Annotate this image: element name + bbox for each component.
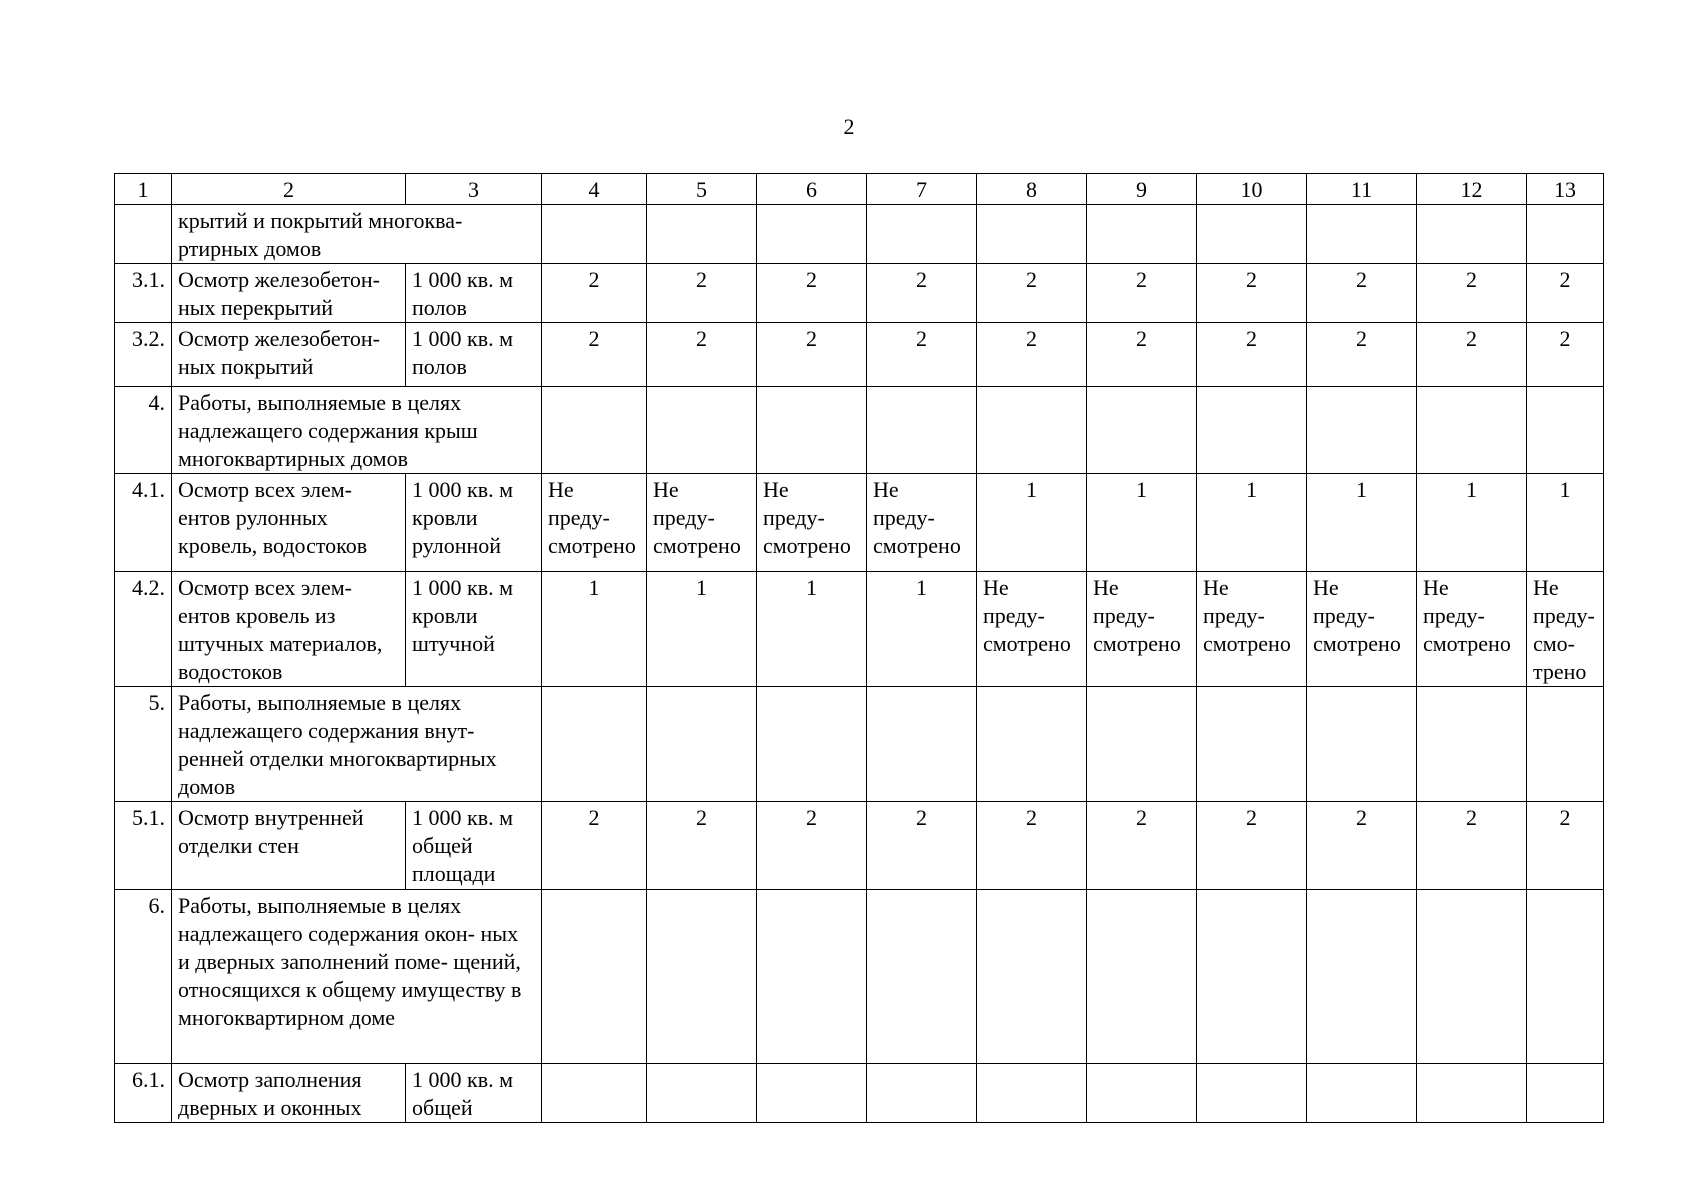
table-row <box>115 1064 1604 1123</box>
frequency-value: 2 <box>867 802 977 890</box>
header-cell: 1 <box>115 174 172 205</box>
frequency-value <box>1197 387 1307 474</box>
frequency-value <box>1527 687 1604 802</box>
table-row <box>115 205 1604 264</box>
table-row <box>115 802 1604 890</box>
row-number: 4. <box>115 387 172 474</box>
frequency-value: Не преду- смотрено <box>757 474 867 572</box>
frequency-value: 2 <box>542 323 647 387</box>
frequency-value: 1 <box>867 572 977 687</box>
frequency-value: 2 <box>757 264 867 323</box>
frequency-value: Не преду- смо- трено <box>1527 572 1604 687</box>
frequency-value: 2 <box>1307 264 1417 323</box>
frequency-value: 1 <box>1197 474 1307 572</box>
work-description: Осмотр всех элем- ентов кровель из штучных материалов, водостоков <box>172 572 406 687</box>
frequency-value <box>647 1064 757 1123</box>
frequency-value <box>757 687 867 802</box>
work-description: крытий и покрытий многоква- ртирных домов <box>172 205 542 264</box>
unit-of-measure: 1 000 кв. м кровли штучной <box>406 572 542 687</box>
frequency-value: Не преду- смотрено <box>1197 572 1307 687</box>
frequency-value <box>647 387 757 474</box>
frequency-value <box>757 205 867 264</box>
frequency-value <box>542 1064 647 1123</box>
row-number <box>115 205 172 264</box>
frequency-value: 1 <box>757 572 867 687</box>
frequency-value: 2 <box>867 323 977 387</box>
frequency-value: 2 <box>867 264 977 323</box>
frequency-value: 1 <box>542 572 647 687</box>
frequency-value: 2 <box>977 323 1087 387</box>
header-cell: 3 <box>406 174 542 205</box>
frequency-value: 1 <box>647 572 757 687</box>
frequency-value: 1 <box>1307 474 1417 572</box>
table-row <box>115 474 1604 572</box>
frequency-value <box>647 205 757 264</box>
frequency-value <box>867 1064 977 1123</box>
frequency-value <box>977 205 1087 264</box>
frequency-value <box>1417 1064 1527 1123</box>
row-number: 6. <box>115 890 172 1064</box>
frequency-value <box>1527 890 1604 1064</box>
frequency-value <box>977 1064 1087 1123</box>
frequency-value <box>1197 687 1307 802</box>
frequency-value <box>542 387 647 474</box>
frequency-value <box>867 890 977 1064</box>
table-row <box>115 890 1604 1064</box>
frequency-value <box>1307 205 1417 264</box>
frequency-value <box>867 205 977 264</box>
frequency-value: 2 <box>757 802 867 890</box>
row-number: 3.1. <box>115 264 172 323</box>
frequency-value <box>542 205 647 264</box>
frequency-value: 2 <box>1197 323 1307 387</box>
row-number: 3.2. <box>115 323 172 387</box>
row-number: 6.1. <box>115 1064 172 1123</box>
frequency-value <box>757 1064 867 1123</box>
header-cell: 9 <box>1087 174 1197 205</box>
frequency-value: 1 <box>977 474 1087 572</box>
work-description: Осмотр заполнения дверных и оконных <box>172 1064 406 1123</box>
header-cell: 2 <box>172 174 406 205</box>
frequency-value: 2 <box>757 323 867 387</box>
frequency-value <box>1417 387 1527 474</box>
frequency-value: 2 <box>1307 802 1417 890</box>
frequency-value <box>1087 687 1197 802</box>
frequency-value: 1 <box>1527 474 1604 572</box>
table-row <box>115 387 1604 474</box>
frequency-value: Не преду- смотрено <box>1307 572 1417 687</box>
frequency-value: 2 <box>542 264 647 323</box>
frequency-value <box>867 687 977 802</box>
frequency-value <box>542 890 647 1064</box>
frequency-value <box>542 687 647 802</box>
frequency-value <box>1527 1064 1604 1123</box>
unit-of-measure: 1 000 кв. м кровли рулонной <box>406 474 542 572</box>
frequency-value <box>1087 890 1197 1064</box>
frequency-value <box>1197 890 1307 1064</box>
header-row <box>115 174 1604 205</box>
frequency-value: 2 <box>1197 802 1307 890</box>
frequency-value <box>1307 890 1417 1064</box>
frequency-value <box>647 687 757 802</box>
frequency-value <box>977 890 1087 1064</box>
frequency-value <box>977 387 1087 474</box>
frequency-value: 2 <box>1527 802 1604 890</box>
frequency-value <box>1527 205 1604 264</box>
work-description: Работы, выполняемые в целях надлежащего содержания внут- ренней отделки многоквартирных домов <box>172 687 542 802</box>
frequency-value <box>1527 387 1604 474</box>
frequency-value: 2 <box>647 323 757 387</box>
frequency-value <box>1087 205 1197 264</box>
page-number: 2 <box>843 114 855 139</box>
frequency-value: 2 <box>1527 323 1604 387</box>
frequency-value <box>1417 890 1527 1064</box>
frequency-value: 2 <box>1417 264 1527 323</box>
frequency-value <box>1307 687 1417 802</box>
table-row <box>115 572 1604 687</box>
frequency-value <box>867 387 977 474</box>
frequency-value: 1 <box>1417 474 1527 572</box>
frequency-value: 2 <box>977 264 1087 323</box>
frequency-value: Не преду- смотрено <box>1087 572 1197 687</box>
frequency-value: 2 <box>1087 323 1197 387</box>
frequency-value: 1 <box>1087 474 1197 572</box>
header-cell: 12 <box>1417 174 1527 205</box>
frequency-value: 2 <box>647 802 757 890</box>
row-number: 5.1. <box>115 802 172 890</box>
row-number: 5. <box>115 687 172 802</box>
work-description: Осмотр всех элем- ентов рулонных кровель, водостоков <box>172 474 406 572</box>
header-cell: 7 <box>867 174 977 205</box>
inspection-table <box>114 173 1604 1123</box>
frequency-value: 2 <box>1087 802 1197 890</box>
frequency-value: Не преду- смотрено <box>1417 572 1527 687</box>
frequency-value <box>1197 205 1307 264</box>
frequency-value <box>1417 205 1527 264</box>
work-description: Осмотр железобетон- ных перекрытий <box>172 264 406 323</box>
frequency-value <box>757 890 867 1064</box>
header-cell: 10 <box>1197 174 1307 205</box>
header-cell: 6 <box>757 174 867 205</box>
table-row <box>115 264 1604 323</box>
frequency-value: Не преду- смотрено <box>647 474 757 572</box>
frequency-value: 2 <box>647 264 757 323</box>
frequency-value <box>1307 1064 1417 1123</box>
work-description: Работы, выполняемые в целях надлежащего содержания окон- ных и дверных заполнений поме- щений, относящихся к общему имуществу в многоквартирном доме <box>172 890 542 1064</box>
frequency-value: 2 <box>1197 264 1307 323</box>
frequency-value: 2 <box>542 802 647 890</box>
table-row <box>115 323 1604 387</box>
row-number: 4.1. <box>115 474 172 572</box>
frequency-value <box>647 890 757 1064</box>
frequency-value <box>1087 1064 1197 1123</box>
header-cell: 11 <box>1307 174 1417 205</box>
frequency-value: Не преду- смотрено <box>977 572 1087 687</box>
frequency-value: Не преду- смотрено <box>867 474 977 572</box>
frequency-value: 2 <box>1417 323 1527 387</box>
header-cell: 5 <box>647 174 757 205</box>
unit-of-measure: 1 000 кв. м общей площади <box>406 802 542 890</box>
header-cell: 4 <box>542 174 647 205</box>
frequency-value <box>1307 387 1417 474</box>
unit-of-measure: 1 000 кв. м общей <box>406 1064 542 1123</box>
frequency-value <box>1417 687 1527 802</box>
frequency-value <box>1087 387 1197 474</box>
frequency-value: 2 <box>1087 264 1197 323</box>
frequency-value <box>1197 1064 1307 1123</box>
frequency-value: 2 <box>1417 802 1527 890</box>
table-row <box>115 687 1604 802</box>
frequency-value <box>977 687 1087 802</box>
frequency-value: Не преду- смотрено <box>542 474 647 572</box>
frequency-value: 2 <box>1307 323 1417 387</box>
unit-of-measure: 1 000 кв. м полов <box>406 264 542 323</box>
work-description: Осмотр железобетон- ных покрытий <box>172 323 406 387</box>
row-number: 4.2. <box>115 572 172 687</box>
frequency-value: 2 <box>1527 264 1604 323</box>
frequency-value <box>757 387 867 474</box>
frequency-value: 2 <box>977 802 1087 890</box>
unit-of-measure: 1 000 кв. м полов <box>406 323 542 387</box>
header-cell: 13 <box>1527 174 1604 205</box>
work-description: Работы, выполняемые в целях надлежащего содержания крыш многоквартирных домов <box>172 387 542 474</box>
work-description: Осмотр внутренней отделки стен <box>172 802 406 890</box>
header-cell: 8 <box>977 174 1087 205</box>
